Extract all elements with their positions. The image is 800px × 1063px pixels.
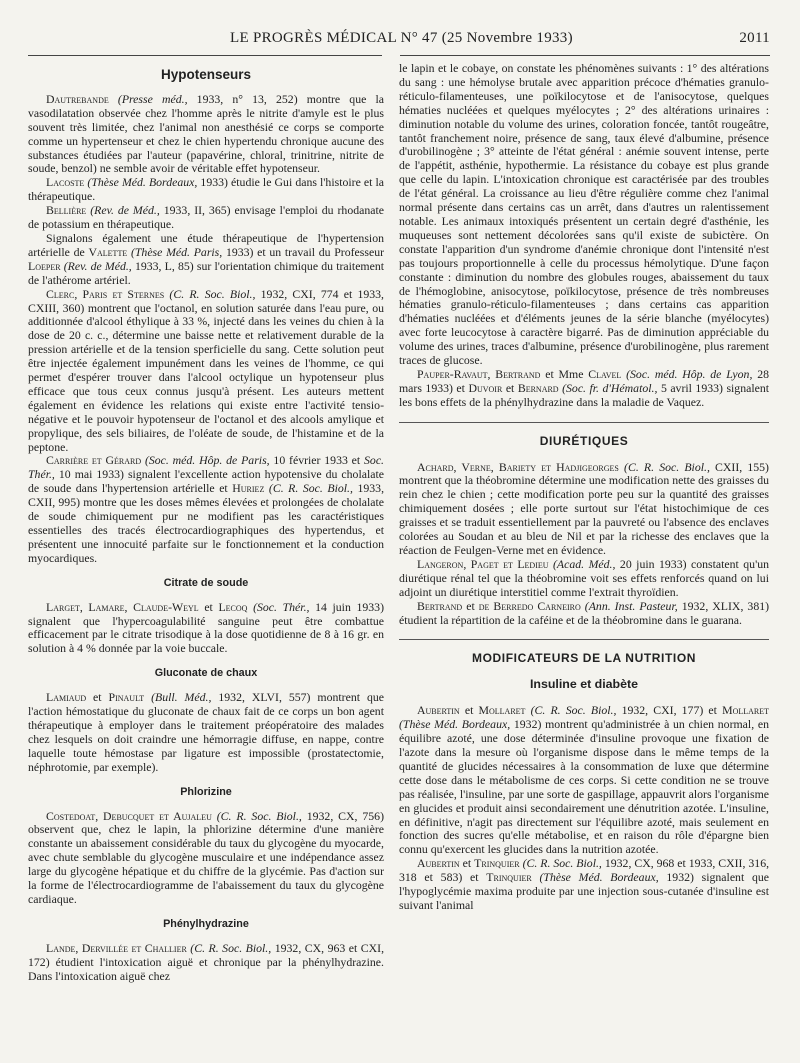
header-rule-left	[28, 55, 382, 56]
author-name: Lamiaud	[46, 690, 87, 705]
paragraph-text: et Mme	[545, 366, 584, 381]
citation-source: (Soc. Thér.,	[253, 599, 310, 614]
author-name: Valette	[88, 244, 128, 259]
paragraph-text: 1933) étudie le Gui dans l'histoire et la thérapeutique.	[28, 175, 385, 204]
citation-source: (Soc. méd. Hôp. de Lyon,	[626, 366, 753, 381]
author-name: Clerc, Paris et Sternes	[46, 286, 165, 301]
paragraph-text: 28 mars 1933) et	[399, 366, 769, 395]
author-name: Lacoste	[46, 175, 85, 190]
citation-source: (Thèse Méd. Bordeaux,	[87, 175, 198, 190]
paragraph-text: 1933, II, 365) envisage l'emploi du rhodanate de potassium en thérapeutique.	[28, 203, 384, 232]
section-divider	[399, 639, 769, 640]
paragraph-achard	[399, 461, 769, 558]
paragraph-continuation: le lapin et le cobaye, on constate les phénomènes suivants : 1° des altérations du sang : une hémolyse brutale avec apparition précoce d'hématies granulo-réticulo-filamenteuses, une poïkilocytose et de l'anisocytose, quelques hématies nucléées et quelques myélocytes ; 2° des altérations urinaires : diminution notable du volume des urines, coloration foncée, tantôt rougeâtre, tantôt franchement noire, présence de sang, taux élevé d'albumine, présence d'urobilinogène ; 3° atteinte de l'état général : anémie souvent intense, perte de l'appétit, asthénie, hypothermie. La résistance du cobaye est plus grande que celle du lapin. L'intoxication chronique est caractérisée par des troubles de l'état général. La croissance au lieu d'être régulière comme chez l'animal normal présente dans certains cas un arrêt, dans d'autres un ralentissement notable. Les animaux intoxiqués présentent un certain degré d'asthénie, les muqueuses sont nettement décolorées sans qu'il existe de subictère. On constate l'apparition d'un syndrome d'anémie chronique dont l'intensité n'est pas toujours proportionnelle à celle du processus hémolytique. D'une façon constante : diminution du nombre des globules rouges, abaissement du taux de l'hémoglobine, anisocytose, poïkilocytose, présence de très nombreuses hématies granulo-réticulo-filamenteuses ; dans certains cas apparition d'hématies nucléées et d'éléments jeunes de la série blanche (myélocytes) avec forte leucocytose à caractère bigarré. Pas de diminution appréciable du volume des urines, traces d'albumine, présence d'urobilinogène, plus rarement traces de glucose.	[399, 61, 769, 368]
paragraph-text: 1932, CX, 756) observent que, chez le lapin, la phlorizine détermine d'une manière constante un abaissement considérable du taux du glycogène du myocarde, avec chute semblable du glycogène musculaire et une indépendance assez large du glycogène hépatique et du chiffre de la glycémie. Pas d'action sur la forme de l'électrocardiogramme de l'abaissement du taux du glycogène cardiaque.	[28, 808, 385, 906]
paragraph-text: 1932, CX, 963 et CXI, 172) étudient l'intoxication aiguë et chronique par la phénylhydrazine. Dans l'intoxication aiguë chez	[28, 940, 385, 983]
citation-source: (C. R. Soc. Biol.,	[268, 481, 353, 496]
citation-source: Soc. Thér.,	[28, 453, 384, 482]
paragraph-text: 10 mai 1933) signalent l'excellente action hypotensive du cholalate de soude dans l'hypertension artérielle et	[28, 467, 385, 496]
citation-source: (C. R. Soc. Biol.,	[624, 459, 710, 474]
paragraph-text: 1933, L, 85) sur l'orientation chimique du traitement de l'athérome artériel.	[28, 258, 385, 287]
author-name: Bernard	[517, 380, 559, 395]
paragraph-clerc	[28, 288, 384, 455]
author-name: Pinault	[108, 690, 145, 705]
paragraph-pauper-ravaut	[399, 368, 769, 410]
paragraph-text: 1933) et un travail du Professeur	[225, 244, 385, 259]
subsection-heading-gluconate: Gluconate de chaux	[154, 667, 258, 680]
paragraph-lande	[28, 942, 384, 984]
author-name: Carrière et Gérard	[46, 453, 142, 468]
paragraph-text: 14 juin 1933) signalent que l'hypercoagulabilité sanguine peut être combattue efficacement par le citrate trisodique à la dose quotidienne de 8 à 16 gr. en solution à 4 % donnée par la voie buccale.	[28, 599, 384, 656]
paragraph-text: 1932, CXI, 177) et	[621, 703, 717, 718]
paragraph-text: CXII, 155) montrent que la théobromine détermine une modification nette des graisses du rein chez le chien ; cette modification porte peu sur la quantité des graisses chimiquement dosées ; elle porte surtout sur l'état histochimique de ces graisses et se traduit essentiellement par la pauvreté ou l'absence des enclaves colorées au Soudan et au bleu de Nil et par la richesse des enclaves que la réaction de Feulgen-Verne met en évidence.	[399, 459, 769, 557]
author-name: Langeron, Paget et Ledieu	[417, 556, 549, 571]
subsection-heading-citrate: Citrate de soude	[163, 576, 249, 589]
author-name: Dautrebande	[46, 91, 109, 106]
paragraph-text: et	[505, 380, 515, 395]
citation-source: (Soc. méd. Hôp. de Paris,	[144, 453, 270, 468]
paragraph-text: et	[204, 599, 213, 614]
paragraph-langeron	[399, 558, 769, 600]
subsection-heading-insuline: Insuline et diabète	[529, 677, 639, 692]
running-head	[0, 30, 800, 50]
left-column	[28, 62, 384, 983]
paragraph-signalons	[28, 232, 384, 288]
author-name: Lecoq	[218, 599, 248, 614]
paragraph-costedoat	[28, 810, 384, 907]
author-name: de Berredo Carneiro	[478, 598, 581, 613]
citation-source: (Bull. Méd.,	[151, 690, 212, 705]
paragraph-text: 1932) signalent que l'hypoglycémie maxima produite par une injection sous-cutanée d'insuline est suivant l'animal	[399, 870, 769, 912]
author-name: Aubertin	[417, 856, 460, 871]
paragraph-text: 20 juin 1933) constatent qu'un diurétique rénal tel que la théobromine voit ses effets renforcés quand on lui adjoint un diurétique interstitiel comme l'extrait thyroïdien.	[399, 556, 769, 599]
citation-source: (Thèse Méd. Bordeaux,	[399, 717, 511, 732]
paragraph-text: et	[464, 703, 474, 718]
paragraph-belliere	[28, 204, 384, 232]
author-name: Mollaret	[722, 703, 770, 718]
paragraph-text: Signalons également une étude thérapeutique de l'hypertension artérielle de	[28, 230, 384, 259]
author-name: Achard, Verne, Bariety et Hadjigeorges	[417, 459, 619, 474]
author-name: Clavel	[588, 366, 622, 381]
citation-source: (C. R. Soc. Biol.,	[522, 856, 602, 871]
citation-source: (C. R. Soc. Biol.,	[530, 703, 617, 718]
author-name: Aubertin	[417, 703, 460, 718]
paragraph-lamiaud	[28, 691, 384, 774]
paragraph-text: 5 avril 1933) signalent les bons effets de la phénylhydrazine dans la maladie de Vaquez.	[399, 380, 770, 409]
citation-source: (Acad. Méd.,	[553, 556, 616, 571]
paragraph-bertrand	[399, 600, 769, 628]
paragraph-dautrebande	[28, 93, 384, 176]
author-name: Costedoat, Debucquet et Aujaleu	[46, 808, 212, 823]
author-name: Loeper	[28, 258, 61, 273]
paragraph-lacoste	[28, 176, 384, 204]
author-name: Trinquier	[486, 870, 532, 885]
citation-source: (Ann. Inst. Pasteur,	[584, 598, 678, 613]
citation-source: (Rev. de Méd.,	[90, 203, 160, 218]
paragraph-text: 1932, CX, 968 et 1933, CXII, 316, 318 et 583) et	[399, 856, 770, 885]
page-number: 2011	[739, 30, 770, 46]
paragraph-text: 1933, n° 13, 252) montre que la vasodilatation observée chez l'homme après le nitrite d'amyle est le plus souvent très limitée, chez l'animal non anesthésié ce corps se comporte comme un hypertenseur et chez le chien hypertendu chronique aucune des substances étudiées par l'auteur (papavérine, chloral, trinitrine, nitrite de soude, benzol) ne semble avoir de véritable effet hypotenseur.	[28, 91, 384, 176]
header-rule-right	[400, 55, 770, 56]
paragraph-text: et	[93, 690, 102, 705]
author-name: Pauper-Ravaut, Bertrand	[417, 366, 541, 381]
author-name: Mollaret	[478, 703, 526, 718]
paragraph-text: 1932, XLIX, 381) étudient la répartition de la caféine et de la théobromine dans le guarana.	[399, 598, 770, 627]
paragraph-text: 10 février 1933 et	[273, 453, 361, 468]
citation-source: (Thèse Méd. Paris,	[130, 244, 223, 259]
author-name: Lande, Dervillée et Challier	[46, 940, 187, 955]
author-name: Duvoir	[468, 380, 503, 395]
section-heading-nutrition: MODIFICATEURS DE LA NUTRITION	[471, 651, 697, 666]
journal-header-title: LE PROGRÈS MÉDICAL N° 47 (25 Novembre 1933)	[230, 30, 573, 46]
author-name: Larget, Lamare, Claude-Weyl	[46, 599, 199, 614]
section-heading-hypotenseurs: Hypotenseurs	[160, 67, 252, 82]
paragraph-text: 1933, CXII, 995) montre que les doses mêmes élevées et prolongées de cholalate de soude chimiquement pur ne modifient pas les caractéristiques essentielles des tracés électrocardiographiques des hypertendus, et présentent une innocuité parfaite sur le fonctionnement et la conduction myocardiques.	[28, 481, 385, 565]
citation-source: (Presse méd.,	[117, 91, 188, 106]
paragraph-text: 1932, XLVI, 557) montrent que l'action hémostatique du gluconate de chaux fait de ce corps un bon agent thérapeutique à employer dans le traitement préopératoire des malades chez lesquels on doit craindre une hémorragie diffuse, en nappe, contre laquelle toute hémostase par ligature est impossible (prostatectomie, néphrotomie, par exemple).	[28, 690, 384, 774]
citation-source: (C. R. Soc. Biol.,	[216, 808, 302, 823]
author-name: Bertrand	[417, 598, 463, 613]
paragraph-larget	[28, 601, 384, 657]
paragraph-aubertin-mollaret	[399, 704, 769, 857]
section-divider	[399, 422, 769, 423]
paragraph-carriere	[28, 454, 384, 565]
citation-source: (C. R. Soc. Biol.,	[169, 286, 256, 301]
paragraph-text: 1932) montrent qu'administrée à un chien normal, en équilibre azoté, une dose déterminée d'insuline provoque une fixation de l'azote dans la mesure où l'organisme dispose dans le même temps de la quantité de glucides nécessaires à la consommation de luxe que détermine cette dose dans le métabolisme de ces corps. Si cette condition ne se trouve pas réalisée, l'insuline, par une sorte de gaspillage, appauvrit alors l'organisme en glucides et produit ainsi secondairement une dénutrition azotée. L'insuline, en définitive, n'agit pas directement sur l'équilibre azoté, mais seulement en fonction des sucres qu'elle métabolise, et en raison du rôle d'épargne bien connu qu'exercent les glucides dans la nutrition azotée.	[399, 717, 769, 857]
paragraph-aubertin-trinquier	[399, 857, 769, 913]
author-name: Huriez	[232, 481, 265, 496]
citation-source: (C. R. Soc. Biol.,	[190, 940, 272, 955]
right-column	[399, 62, 769, 913]
subsection-heading-phlorizine: Phlorizine	[180, 785, 232, 798]
author-name: Bellière	[46, 203, 87, 218]
section-heading-diuretiques: DIURÉTIQUES	[539, 433, 629, 448]
citation-source: (Soc. fr. d'Hématol.,	[562, 380, 658, 395]
subsection-heading-phenylhydrazine: Phénylhydrazine	[163, 917, 249, 930]
citation-source: (Thèse Méd. Bordeaux,	[539, 870, 659, 885]
author-name: Trinquier	[474, 856, 520, 871]
paragraph-text: et	[466, 598, 475, 613]
citation-source: (Rev. de Méd.,	[63, 258, 132, 273]
paragraph-text: et	[462, 856, 472, 871]
paragraph-text: 1932, CXI, 774 et 1933, CXIII, 360) montrent que l'octanol, en solution saturée dans l'eau pure, ou additionnée d'alcool éthylique à 33 %, injecté dans les veines du chien à la dose de 20 c. c., détermine une baisse nette et relativement durable de la pression artérielle et de la tension sperficielle du sang. Cette solution peut être injectée également impunément dans les veines de l'homme, ce qui permet d'espérer trouver dans l'alcool octylique un hypotenseur plus efficace que tous ceux connus jusqu'à présent. Les auteurs mettent également en évidence les relations qui existe entre l'activité tensio-négative et le pouvoir hypotenseur de l'octanol et des alcools amylique et propylique, des sels biliaires, de l'oléate de soude, de l'histamine et de la peptone.	[28, 286, 385, 454]
